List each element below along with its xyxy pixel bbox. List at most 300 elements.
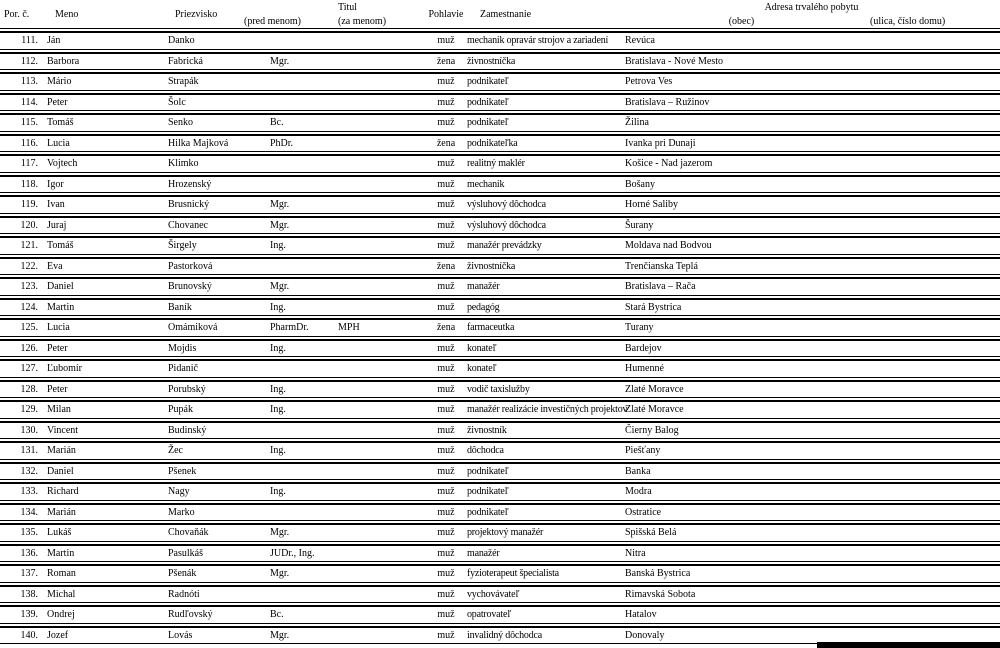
cell-poradove-cislo: 131. <box>0 441 40 460</box>
cell-titul-za <box>338 482 425 501</box>
cell-meno: Milan <box>40 400 168 419</box>
cell-priezvisko: Omámiková <box>168 318 270 337</box>
cell-titul-za <box>338 503 425 522</box>
cell-ulica <box>860 441 1000 460</box>
cell-pohlavie: muž <box>425 462 467 481</box>
cell-priezvisko: Nagy <box>168 482 270 501</box>
cell-obec: Košice - Nad jazerom <box>623 154 860 173</box>
cell-zamestnanie: projektový manažér <box>467 523 623 542</box>
table-body <box>0 31 1000 644</box>
cell-zamestnanie: mechanik opravár strojov a zariadení <box>467 31 623 50</box>
cell-poradove-cislo: 111. <box>0 31 40 50</box>
header-adresa-obec: (obec) <box>623 16 860 29</box>
cell-meno: Martin <box>40 544 168 563</box>
cell-titul-pred <box>270 31 338 50</box>
table-row <box>0 277 1000 296</box>
cell-titul-za <box>338 175 425 194</box>
cell-poradove-cislo: 119. <box>0 195 40 214</box>
cell-zamestnanie: farmaceutka <box>467 318 623 337</box>
cell-pohlavie: muž <box>425 626 467 645</box>
cell-titul-pred: Mgr. <box>270 52 338 71</box>
cell-ulica <box>860 72 1000 91</box>
cell-priezvisko: Radnóti <box>168 585 270 604</box>
cell-zamestnanie: konateľ <box>467 339 623 358</box>
cell-titul-pred: Mgr. <box>270 216 338 235</box>
cell-titul-pred: Ing. <box>270 298 338 317</box>
cell-titul-pred <box>270 72 338 91</box>
cell-poradove-cislo: 129. <box>0 400 40 419</box>
cell-obec: Ivanka pri Dunaji <box>623 134 860 153</box>
cell-obec: Bratislava – Ružinov <box>623 93 860 112</box>
cell-titul-za <box>338 585 425 604</box>
cell-zamestnanie: živnostníčka <box>467 257 623 276</box>
cell-ulica <box>860 339 1000 358</box>
cell-poradove-cislo: 115. <box>0 113 40 132</box>
cell-priezvisko: Chovanec <box>168 216 270 235</box>
cell-priezvisko: Žec <box>168 441 270 460</box>
cell-meno: Martin <box>40 298 168 317</box>
cell-priezvisko: Pasulkáš <box>168 544 270 563</box>
table-row <box>0 52 1000 71</box>
cell-poradove-cislo: 126. <box>0 339 40 358</box>
cell-obec: Hatalov <box>623 605 860 624</box>
cell-poradove-cislo: 136. <box>0 544 40 563</box>
cell-priezvisko: Chovaňák <box>168 523 270 542</box>
cell-zamestnanie: podnikateľ <box>467 462 623 481</box>
cell-pohlavie: muž <box>425 113 467 132</box>
cell-titul-za <box>338 277 425 296</box>
cell-zamestnanie: pedagóg <box>467 298 623 317</box>
cell-titul-za <box>338 93 425 112</box>
cell-zamestnanie: podnikateľ <box>467 93 623 112</box>
table-row <box>0 216 1000 235</box>
table-row <box>0 605 1000 624</box>
table-row <box>0 93 1000 112</box>
cell-pohlavie: muž <box>425 339 467 358</box>
cell-titul-pred: Mgr. <box>270 523 338 542</box>
cell-titul-pred: JUDr., Ing. <box>270 544 338 563</box>
cell-meno: Ľubomír <box>40 359 168 378</box>
cell-meno: Ondrej <box>40 605 168 624</box>
cell-obec: Bratislava – Rača <box>623 277 860 296</box>
cell-pohlavie: muž <box>425 216 467 235</box>
cell-pohlavie: muž <box>425 523 467 542</box>
cell-pohlavie: muž <box>425 400 467 419</box>
cell-obec: Stará Bystrica <box>623 298 860 317</box>
cell-titul-pred: Ing. <box>270 400 338 419</box>
cell-titul-pred: Ing. <box>270 236 338 255</box>
cell-titul-pred: Mgr. <box>270 564 338 583</box>
cell-meno: Daniel <box>40 277 168 296</box>
cell-titul-pred: PhDr. <box>270 134 338 153</box>
cell-pohlavie: muž <box>425 359 467 378</box>
cell-poradove-cislo: 134. <box>0 503 40 522</box>
cell-poradove-cislo: 135. <box>0 523 40 542</box>
cell-ulica <box>860 421 1000 440</box>
header-row-1 <box>0 2 1000 14</box>
cell-meno: Ivan <box>40 195 168 214</box>
cell-priezvisko: Danko <box>168 31 270 50</box>
cell-priezvisko: Pšenek <box>168 462 270 481</box>
cell-ulica <box>860 503 1000 522</box>
cell-pohlavie: muž <box>425 72 467 91</box>
cell-titul-pred: Mgr. <box>270 277 338 296</box>
cell-zamestnanie: podnikateľ <box>467 482 623 501</box>
table-row <box>0 31 1000 50</box>
table-row <box>0 585 1000 604</box>
cell-priezvisko: Rudľovský <box>168 605 270 624</box>
table-row <box>0 462 1000 481</box>
header-por: Por. č. <box>0 2 40 29</box>
cell-zamestnanie: mechanik <box>467 175 623 194</box>
cell-titul-za <box>338 544 425 563</box>
cell-ulica <box>860 93 1000 112</box>
cell-titul-pred: Ing. <box>270 441 338 460</box>
cell-ulica <box>860 175 1000 194</box>
cell-obec: Spišská Belá <box>623 523 860 542</box>
cell-zamestnanie: invalidný dôchodca <box>467 626 623 645</box>
cell-zamestnanie: podnikateľ <box>467 503 623 522</box>
cell-zamestnanie: realitný maklér <box>467 154 623 173</box>
cell-obec: Čierny Balog <box>623 421 860 440</box>
cell-pohlavie: muž <box>425 277 467 296</box>
cell-ulica <box>860 482 1000 501</box>
cell-titul-pred <box>270 503 338 522</box>
cell-obec: Banka <box>623 462 860 481</box>
cell-obec: Šurany <box>623 216 860 235</box>
cell-obec: Turany <box>623 318 860 337</box>
cell-poradove-cislo: 137. <box>0 564 40 583</box>
cell-priezvisko: Hilka Majková <box>168 134 270 153</box>
cell-titul-za: MPH <box>338 318 425 337</box>
cell-obec: Petrova Ves <box>623 72 860 91</box>
cell-titul-pred: Ing. <box>270 339 338 358</box>
cell-titul-za <box>338 626 425 645</box>
cell-titul-za <box>338 134 425 153</box>
cell-zamestnanie: manažér prevádzky <box>467 236 623 255</box>
cell-titul-pred <box>270 175 338 194</box>
cell-pohlavie: muž <box>425 585 467 604</box>
cell-poradove-cislo: 122. <box>0 257 40 276</box>
table-row <box>0 298 1000 317</box>
cell-titul-za <box>338 564 425 583</box>
cell-obec: Revúca <box>623 31 860 50</box>
cell-zamestnanie: podnikateľka <box>467 134 623 153</box>
cell-titul-pred <box>270 257 338 276</box>
cell-obec: Rimavská Sobota <box>623 585 860 604</box>
cell-priezvisko: Pidanič <box>168 359 270 378</box>
cell-poradove-cislo: 128. <box>0 380 40 399</box>
cell-pohlavie: muž <box>425 380 467 399</box>
cell-titul-za <box>338 195 425 214</box>
cell-pohlavie: muž <box>425 544 467 563</box>
cell-poradove-cislo: 133. <box>0 482 40 501</box>
cell-titul-za <box>338 380 425 399</box>
cell-titul-za <box>338 216 425 235</box>
cell-pohlavie: žena <box>425 257 467 276</box>
cell-meno: Lukáš <box>40 523 168 542</box>
header-titul-za-menom: (za menom) <box>338 16 425 29</box>
cell-ulica <box>860 257 1000 276</box>
cell-zamestnanie: vodič taxislužby <box>467 380 623 399</box>
cell-priezvisko: Širgely <box>168 236 270 255</box>
cell-titul-za <box>338 462 425 481</box>
cell-titul-pred <box>270 154 338 173</box>
cell-meno: Marián <box>40 503 168 522</box>
table-row <box>0 482 1000 501</box>
table-row <box>0 400 1000 419</box>
table-row <box>0 503 1000 522</box>
table-row <box>0 339 1000 358</box>
cell-meno: Igor <box>40 175 168 194</box>
cell-meno: Richard <box>40 482 168 501</box>
cell-ulica <box>860 523 1000 542</box>
cell-poradove-cislo: 139. <box>0 605 40 624</box>
cell-ulica <box>860 544 1000 563</box>
cell-pohlavie: muž <box>425 236 467 255</box>
cell-ulica <box>860 52 1000 71</box>
cell-obec: Banská Bystrica <box>623 564 860 583</box>
cell-meno: Michal <box>40 585 168 604</box>
header-adresa: Adresa trvalého pobytu <box>764 2 859 13</box>
table-row <box>0 134 1000 153</box>
table-row <box>0 318 1000 337</box>
cell-titul-pred: Bc. <box>270 113 338 132</box>
cell-obec: Bratislava - Nové Mesto <box>623 52 860 71</box>
cell-titul-za <box>338 154 425 173</box>
cell-titul-za <box>338 31 425 50</box>
header-adresa-ulica: (ulica, číslo domu) <box>860 16 1000 29</box>
cell-priezvisko: Senko <box>168 113 270 132</box>
cell-meno: Vincent <box>40 421 168 440</box>
cell-pohlavie: žena <box>425 134 467 153</box>
cell-poradove-cislo: 138. <box>0 585 40 604</box>
table-row <box>0 564 1000 583</box>
cell-priezvisko: Baník <box>168 298 270 317</box>
cell-obec: Modra <box>623 482 860 501</box>
cell-meno: Juraj <box>40 216 168 235</box>
cell-obec: Trenčianska Teplá <box>623 257 860 276</box>
cell-priezvisko: Pšenák <box>168 564 270 583</box>
cell-poradove-cislo: 116. <box>0 134 40 153</box>
cell-titul-za <box>338 72 425 91</box>
cell-poradove-cislo: 112. <box>0 52 40 71</box>
cell-ulica <box>860 564 1000 583</box>
cell-pohlavie: muž <box>425 93 467 112</box>
cell-titul-za <box>338 441 425 460</box>
cell-poradove-cislo: 113. <box>0 72 40 91</box>
cell-ulica <box>860 380 1000 399</box>
cell-titul-pred: Bc. <box>270 605 338 624</box>
table-row <box>0 175 1000 194</box>
cell-obec: Zlaté Moravce <box>623 400 860 419</box>
cell-obec: Moldava nad Bodvou <box>623 236 860 255</box>
cell-ulica <box>860 298 1000 317</box>
header-priezvisko: Priezvisko <box>168 2 270 29</box>
cell-titul-pred <box>270 421 338 440</box>
table-row <box>0 257 1000 276</box>
table-row <box>0 523 1000 542</box>
cell-zamestnanie: živnostníčka <box>467 52 623 71</box>
cell-titul-pred: Mgr. <box>270 626 338 645</box>
cell-priezvisko: Lovás <box>168 626 270 645</box>
cell-meno: Daniel <box>40 462 168 481</box>
cell-poradove-cislo: 117. <box>0 154 40 173</box>
cell-priezvisko: Pastorková <box>168 257 270 276</box>
cell-titul-za <box>338 359 425 378</box>
cell-zamestnanie: dôchodca <box>467 441 623 460</box>
cell-ulica <box>860 113 1000 132</box>
cell-pohlavie: žena <box>425 318 467 337</box>
cell-obec: Ostratice <box>623 503 860 522</box>
header-titul: Titul <box>337 2 358 13</box>
table-row <box>0 421 1000 440</box>
cell-titul-pred <box>270 585 338 604</box>
cell-meno: Tomáš <box>40 113 168 132</box>
cell-pohlavie: muž <box>425 298 467 317</box>
cell-meno: Peter <box>40 339 168 358</box>
header-zamestnanie: Zamestnanie <box>467 2 623 29</box>
cell-ulica <box>860 400 1000 419</box>
cell-poradove-cislo: 132. <box>0 462 40 481</box>
cell-meno: Marián <box>40 441 168 460</box>
cell-poradove-cislo: 127. <box>0 359 40 378</box>
cell-ulica <box>860 359 1000 378</box>
cell-meno: Eva <box>40 257 168 276</box>
cell-priezvisko: Fabrická <box>168 52 270 71</box>
cell-titul-za <box>338 605 425 624</box>
cell-priezvisko: Hrozenský <box>168 175 270 194</box>
cell-obec: Bošany <box>623 175 860 194</box>
cell-priezvisko: Porubský <box>168 380 270 399</box>
cell-ulica <box>860 216 1000 235</box>
cell-poradove-cislo: 125. <box>0 318 40 337</box>
cell-priezvisko: Brunovský <box>168 277 270 296</box>
cell-zamestnanie: fyzioterapeut špecialista <box>467 564 623 583</box>
cell-meno: Mário <box>40 72 168 91</box>
cell-obec: Nitra <box>623 544 860 563</box>
cell-titul-za <box>338 298 425 317</box>
cell-meno: Vojtech <box>40 154 168 173</box>
cell-obec: Žilina <box>623 113 860 132</box>
cell-meno: Tomáš <box>40 236 168 255</box>
cell-poradove-cislo: 114. <box>0 93 40 112</box>
cell-zamestnanie: podnikateľ <box>467 113 623 132</box>
cell-poradove-cislo: 120. <box>0 216 40 235</box>
cell-meno: Lucia <box>40 318 168 337</box>
cell-obec: Horné Saliby <box>623 195 860 214</box>
cell-ulica <box>860 605 1000 624</box>
cell-ulica <box>860 31 1000 50</box>
cell-priezvisko: Budinský <box>168 421 270 440</box>
cell-ulica <box>860 585 1000 604</box>
cell-poradove-cislo: 123. <box>0 277 40 296</box>
cell-pohlavie: muž <box>425 482 467 501</box>
table-row <box>0 359 1000 378</box>
cell-titul-pred: Ing. <box>270 380 338 399</box>
table-row <box>0 380 1000 399</box>
cell-meno: Jozef <box>40 626 168 645</box>
cell-pohlavie: muž <box>425 175 467 194</box>
cell-poradove-cislo: 121. <box>0 236 40 255</box>
cell-zamestnanie: vychovávateľ <box>467 585 623 604</box>
cell-titul-za <box>338 236 425 255</box>
table-row <box>0 72 1000 91</box>
cell-titul-za <box>338 400 425 419</box>
cell-zamestnanie: živnostník <box>467 421 623 440</box>
cell-meno: Ján <box>40 31 168 50</box>
table-row <box>0 236 1000 255</box>
cell-ulica <box>860 236 1000 255</box>
cell-poradove-cislo: 118. <box>0 175 40 194</box>
redaction-bar <box>817 642 1000 648</box>
cell-poradove-cislo: 140. <box>0 626 40 645</box>
cell-titul-pred <box>270 93 338 112</box>
cell-titul-za <box>338 421 425 440</box>
cell-zamestnanie: manažér <box>467 544 623 563</box>
cell-pohlavie: muž <box>425 31 467 50</box>
cell-priezvisko: Klimko <box>168 154 270 173</box>
cell-zamestnanie: konateľ <box>467 359 623 378</box>
cell-priezvisko: Šolc <box>168 93 270 112</box>
cell-pohlavie: muž <box>425 421 467 440</box>
cell-obec: Humenné <box>623 359 860 378</box>
cell-meno: Barbora <box>40 52 168 71</box>
cell-priezvisko: Brusnický <box>168 195 270 214</box>
cell-pohlavie: muž <box>425 154 467 173</box>
header-pohlavie: Pohlavie <box>425 2 467 29</box>
cell-obec: Piešťany <box>623 441 860 460</box>
cell-titul-za <box>338 339 425 358</box>
cell-titul-za <box>338 523 425 542</box>
table-row <box>0 195 1000 214</box>
cell-poradove-cislo: 130. <box>0 421 40 440</box>
cell-titul-za <box>338 52 425 71</box>
cell-pohlavie: muž <box>425 195 467 214</box>
cell-poradove-cislo: 124. <box>0 298 40 317</box>
cell-priezvisko: Marko <box>168 503 270 522</box>
table-row <box>0 113 1000 132</box>
table-header <box>0 2 1000 29</box>
cell-titul-pred <box>270 462 338 481</box>
table-row <box>0 154 1000 173</box>
cell-ulica <box>860 318 1000 337</box>
cell-obec: Zlaté Moravce <box>623 380 860 399</box>
cell-pohlavie: muž <box>425 503 467 522</box>
table-row <box>0 544 1000 563</box>
cell-ulica <box>860 277 1000 296</box>
cell-meno: Lucia <box>40 134 168 153</box>
cell-titul-pred: Mgr. <box>270 195 338 214</box>
header-titul-pred-menom: (pred menom) <box>270 16 338 29</box>
cell-titul-za <box>338 113 425 132</box>
cell-obec: Donovaly <box>623 626 860 645</box>
cell-ulica <box>860 195 1000 214</box>
table-row <box>0 441 1000 460</box>
cell-zamestnanie: podnikateľ <box>467 72 623 91</box>
cell-zamestnanie: manažér realizácie investičných projektov <box>467 400 623 419</box>
cell-meno: Peter <box>40 93 168 112</box>
cell-titul-pred: PharmDr. <box>270 318 338 337</box>
cell-titul-pred <box>270 359 338 378</box>
cell-obec: Bardejov <box>623 339 860 358</box>
cell-pohlavie: muž <box>425 605 467 624</box>
cell-pohlavie: muž <box>425 441 467 460</box>
cell-ulica <box>860 462 1000 481</box>
cell-meno: Roman <box>40 564 168 583</box>
cell-pohlavie: muž <box>425 564 467 583</box>
cell-zamestnanie: výsluhový dôchodca <box>467 195 623 214</box>
